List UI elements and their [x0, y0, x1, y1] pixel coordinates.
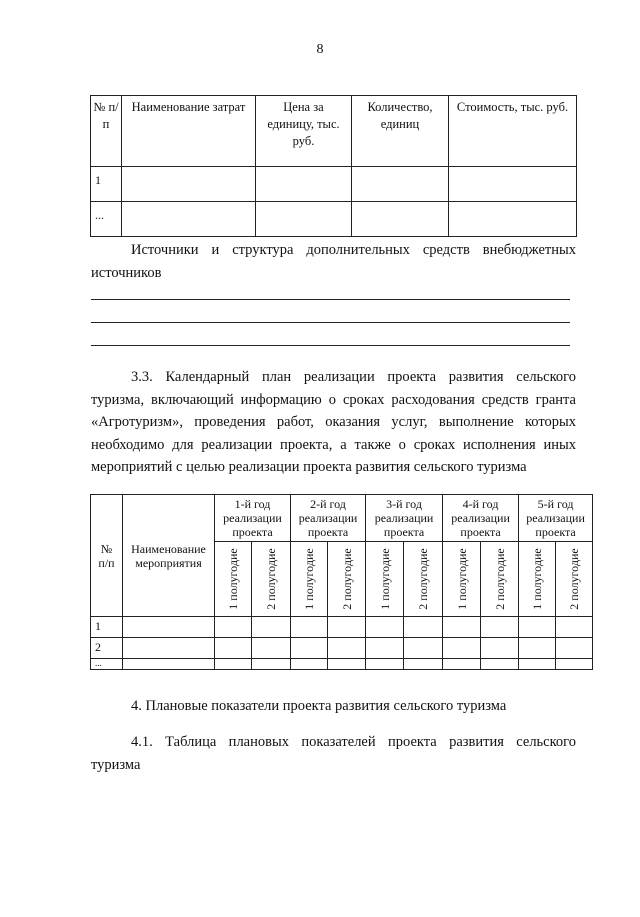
table-cell: [256, 167, 352, 202]
sources-heading: Источники и структура дополнительных средств внебюджетных источников: [91, 242, 576, 281]
table-cell: [352, 167, 449, 202]
row-number: 1: [91, 617, 123, 638]
blank-line: [91, 299, 570, 300]
half-year-label: 2 полугодие: [339, 548, 354, 610]
cost-header-number: № п/п: [91, 96, 122, 167]
blank-line: [91, 345, 570, 346]
half-year-label: 1 полугодие: [302, 548, 317, 610]
year-header: 3-й год реализации проекта: [366, 495, 443, 542]
half-year-label: 2 полугодие: [492, 548, 507, 610]
section-4-heading: 4. Плановые показатели проекта развития сельского туризма: [131, 698, 507, 714]
table-cell: [122, 202, 256, 237]
blank-line: [91, 322, 570, 323]
page-number: 8: [316, 42, 324, 57]
calendar-year-row: [91, 495, 593, 542]
table-cell: [122, 167, 256, 202]
table-cell: [449, 202, 577, 237]
year-header: 4-й год реализации проекта: [443, 495, 519, 542]
half-year-label: 1 полугодие: [377, 548, 392, 610]
cost-table-header-row: [91, 96, 577, 167]
calendar-header-name: Наименование мероприятия: [123, 495, 215, 617]
cost-table: [90, 95, 577, 237]
calendar-header-number: № п/п: [91, 495, 123, 617]
half-year-label: 2 полугодие: [264, 548, 278, 610]
table-cell: [449, 167, 577, 202]
table-cell: 1: [91, 167, 122, 202]
cost-header-name: Наименование затрат: [122, 96, 256, 167]
half-year-label: 2 полугодие: [567, 548, 582, 610]
table-row: [91, 617, 593, 638]
table-row: [91, 638, 593, 659]
cost-header-unit-price: Цена за единицу, тыс. руб.: [256, 96, 352, 167]
table-row: [91, 167, 577, 202]
year-header: 2-й год реализации проекта: [291, 495, 366, 542]
table-cell: [352, 202, 449, 237]
section-3-3-text: 3.3. Календарный план реализации проекта развития сельского туризма, включающий информацию о сроках расходования средств гранта «Агротуризм», проведения работ, оказания услуг, выполнение которых необходимо для реализации проекта, а также о сроках исполнения иных мероприятий с целью реализации проекта развития сельского туризма: [91, 369, 576, 475]
year-header: 5-й год реализации проекта: [519, 495, 593, 542]
section-4-1-text: 4.1. Таблица плановых показателей проекта развития сельского туризма: [91, 734, 576, 773]
half-year-label: 1 полугодие: [454, 548, 469, 610]
half-year-label: 1 полугодие: [226, 548, 240, 610]
table-row: [91, 202, 577, 237]
half-year-label: 2 полугодие: [416, 548, 431, 610]
table-row: [91, 659, 593, 670]
row-number: 2: [91, 638, 123, 659]
half-year-label: 1 полугодие: [530, 548, 545, 610]
cost-header-quantity: Количество, единиц: [352, 96, 449, 167]
year-header: 1-й год реализации проекта: [215, 495, 291, 542]
table-cell: ...: [91, 202, 122, 237]
calendar-table: [90, 494, 593, 670]
table-cell: [256, 202, 352, 237]
cost-header-cost: Стоимость, тыс. руб.: [449, 96, 577, 167]
row-number: ...: [91, 659, 123, 670]
